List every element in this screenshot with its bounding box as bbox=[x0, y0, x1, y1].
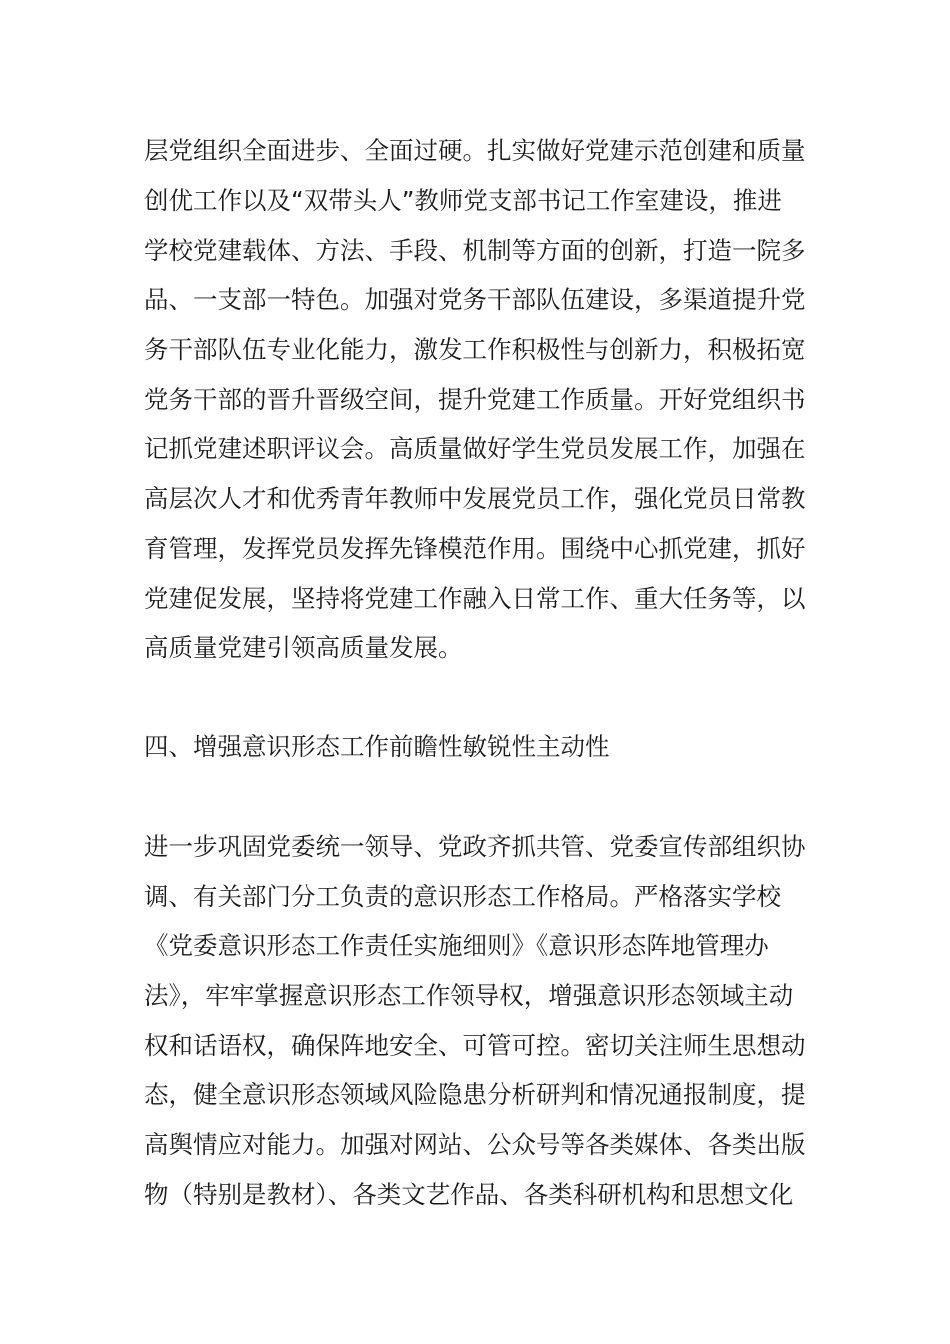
text-line: 高层次人才和优秀青年教师中发展党员工作，强化党员日常教 bbox=[144, 484, 806, 513]
text-line: 层党组织全面进步、全面过硬。扎实做好党建示范创建和质量 bbox=[144, 136, 806, 165]
text-line: 务干部队伍专业化能力，激发工作积极性与创新力，积极拓宽 bbox=[144, 335, 806, 364]
text-line: 品、一支部一特色。加强对党务干部队伍建设，多渠道提升党 bbox=[144, 285, 806, 314]
section-heading: 四、增强意识形态工作前瞻性敏锐性主动性 bbox=[144, 732, 610, 761]
text-line: 学校党建载体、方法、手段、机制等方面的创新，打造一院多 bbox=[144, 236, 806, 265]
text-line: 态，健全意识形态领域风险隐患分析研判和情况通报制度，提 bbox=[144, 1080, 806, 1109]
text-line: 高舆情应对能力。加强对网站、公众号等各类媒体、各类出版 bbox=[144, 1130, 806, 1159]
text-line: 党建促发展，坚持将党建工作融入日常工作、重大任务等，以 bbox=[144, 584, 806, 613]
text-line: 调、有关部门分工负责的意识形态工作格局。严格落实学校 bbox=[144, 882, 781, 911]
text-line: 育管理，发挥党员发挥先锋模范作用。围绕中心抓党建，抓好 bbox=[144, 534, 806, 563]
text-line: 记抓党建述职评议会。高质量做好学生党员发展工作，加强在 bbox=[144, 434, 806, 463]
text-line: 高质量党建引领高质量发展。 bbox=[144, 633, 463, 662]
text-line: 权和话语权，确保阵地安全、可管可控。密切关注师生思想动 bbox=[144, 1031, 806, 1060]
text-line: 进一步巩固党委统一领导、党政齐抓共管、党委宣传部组织协 bbox=[144, 832, 806, 861]
text-line: 《党委意识形态工作责任实施细则》《意识形态阵地管理办 bbox=[144, 931, 769, 960]
text-line: 党务干部的晋升晋级空间，提升党建工作质量。开好党组织书 bbox=[144, 385, 806, 414]
text-line: 物（特别是教材）、各类文艺作品、各类科研机构和思想文化 bbox=[144, 1180, 794, 1209]
text-line: 创优工作以及“双带头人”教师党支部书记工作室建设，推进 bbox=[144, 186, 782, 215]
text-line: 法》，牢牢掌握意识形态工作领导权，增强意识形态领域主动 bbox=[144, 981, 794, 1010]
